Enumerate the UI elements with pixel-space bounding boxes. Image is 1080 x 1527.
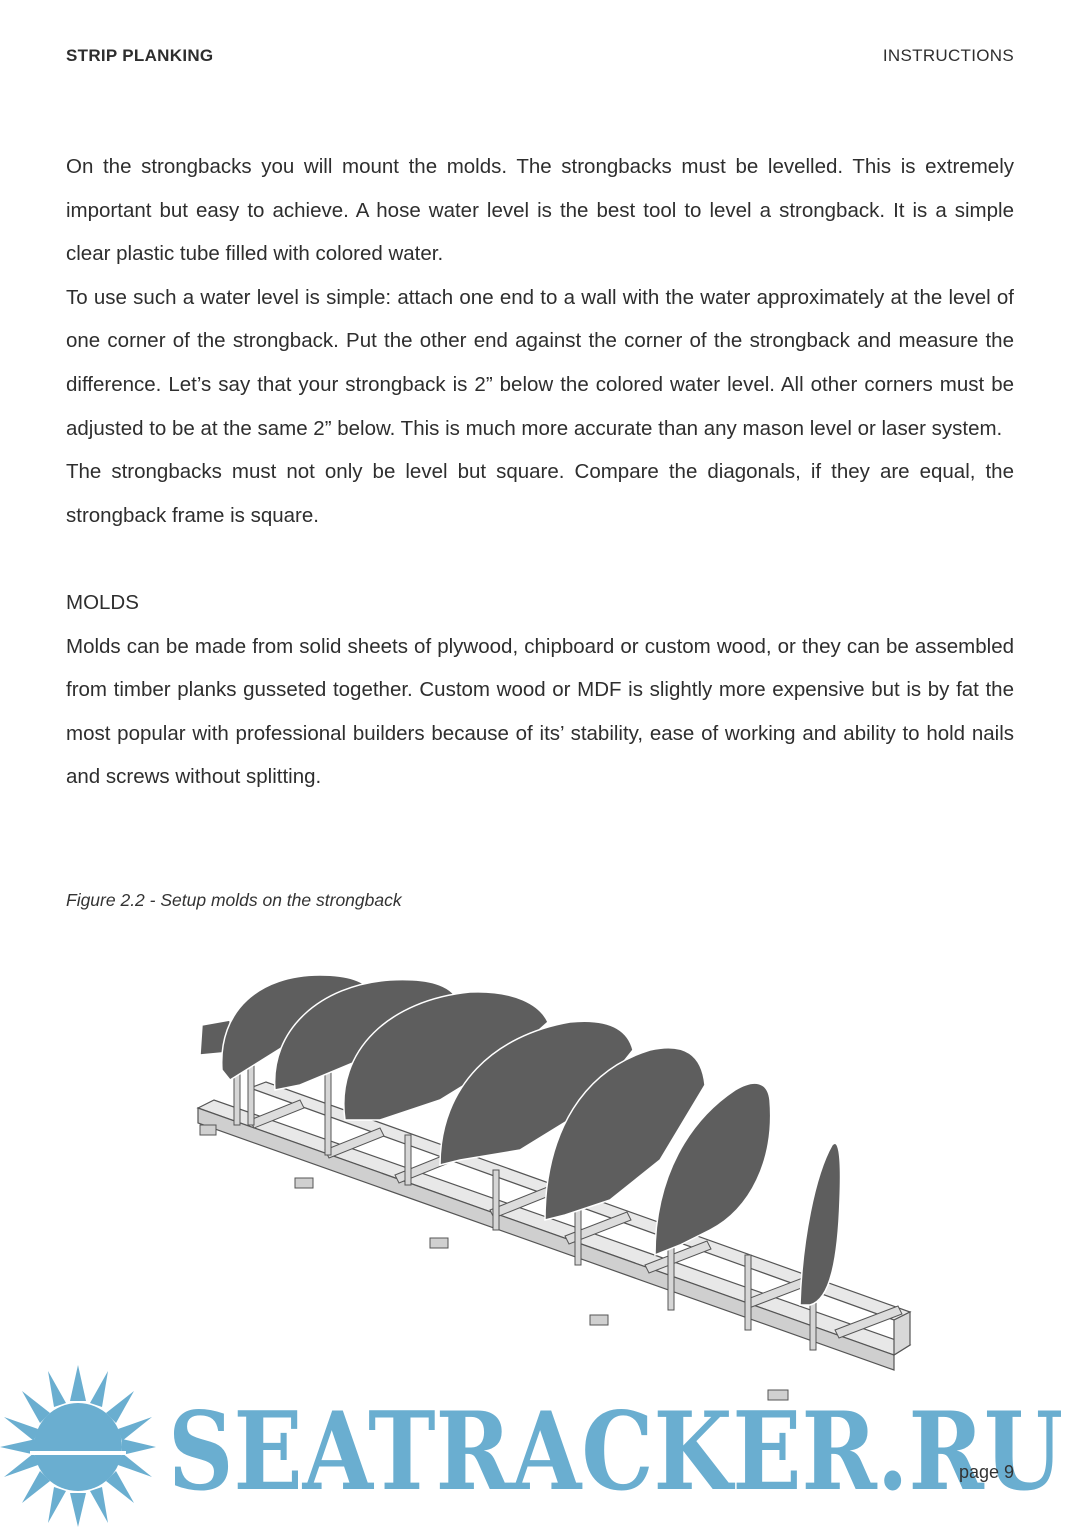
strongback-molds-illustration — [190, 960, 920, 1430]
paragraph-square: The strongbacks must not only be level but square. Compare the diagonals, if they are equal, the strongback frame is square. — [66, 460, 1014, 527]
body-text — [66, 145, 1014, 799]
paragraph-water-level: To use such a water level is simple: attach one end to a wall with the water approximately at the level of one corner of the strongback. Put the other end against the corner of the strongback and measure the difference. Let’s say that your strongback is 2” below the colored water level. All other corners must be adjusted to be at the same 2” below. This is much more accurate than any mason level or laser system. — [66, 285, 1014, 440]
running-header-section: INSTRUCTIONS — [882, 46, 1014, 65]
section-title-molds: MOLDS — [66, 590, 139, 614]
paragraph-molds: Molds can be made from solid sheets of plywood, chipboard or custom wood, or they can be assembled from timber planks gusseted together. Custom wood or MDF is slightly more expensive but is by fat the most popular with professional builders because of its’ stability, ease of working and ability to hold nails and screws without splitting. — [66, 634, 1014, 789]
page-number: page 9 — [958, 1462, 1014, 1482]
running-header-title: STRIP PLANKING — [66, 46, 214, 65]
paragraph-strongbacks-level: On the strongbacks you will mount the molds. The strongbacks must be levelled. This is extremely important but easy to achieve. A hose water level is the best tool to level a strongback. It is a simple clear plastic tube filled with colored water. — [66, 155, 1014, 266]
sun-icon — [0, 1365, 156, 1527]
figure-caption: Figure 2.2 - Setup molds on the strongback — [66, 890, 402, 910]
watermark-text: SEATRACKER.RU — [168, 1389, 1063, 1515]
seatracker-watermark — [0, 1365, 1080, 1527]
